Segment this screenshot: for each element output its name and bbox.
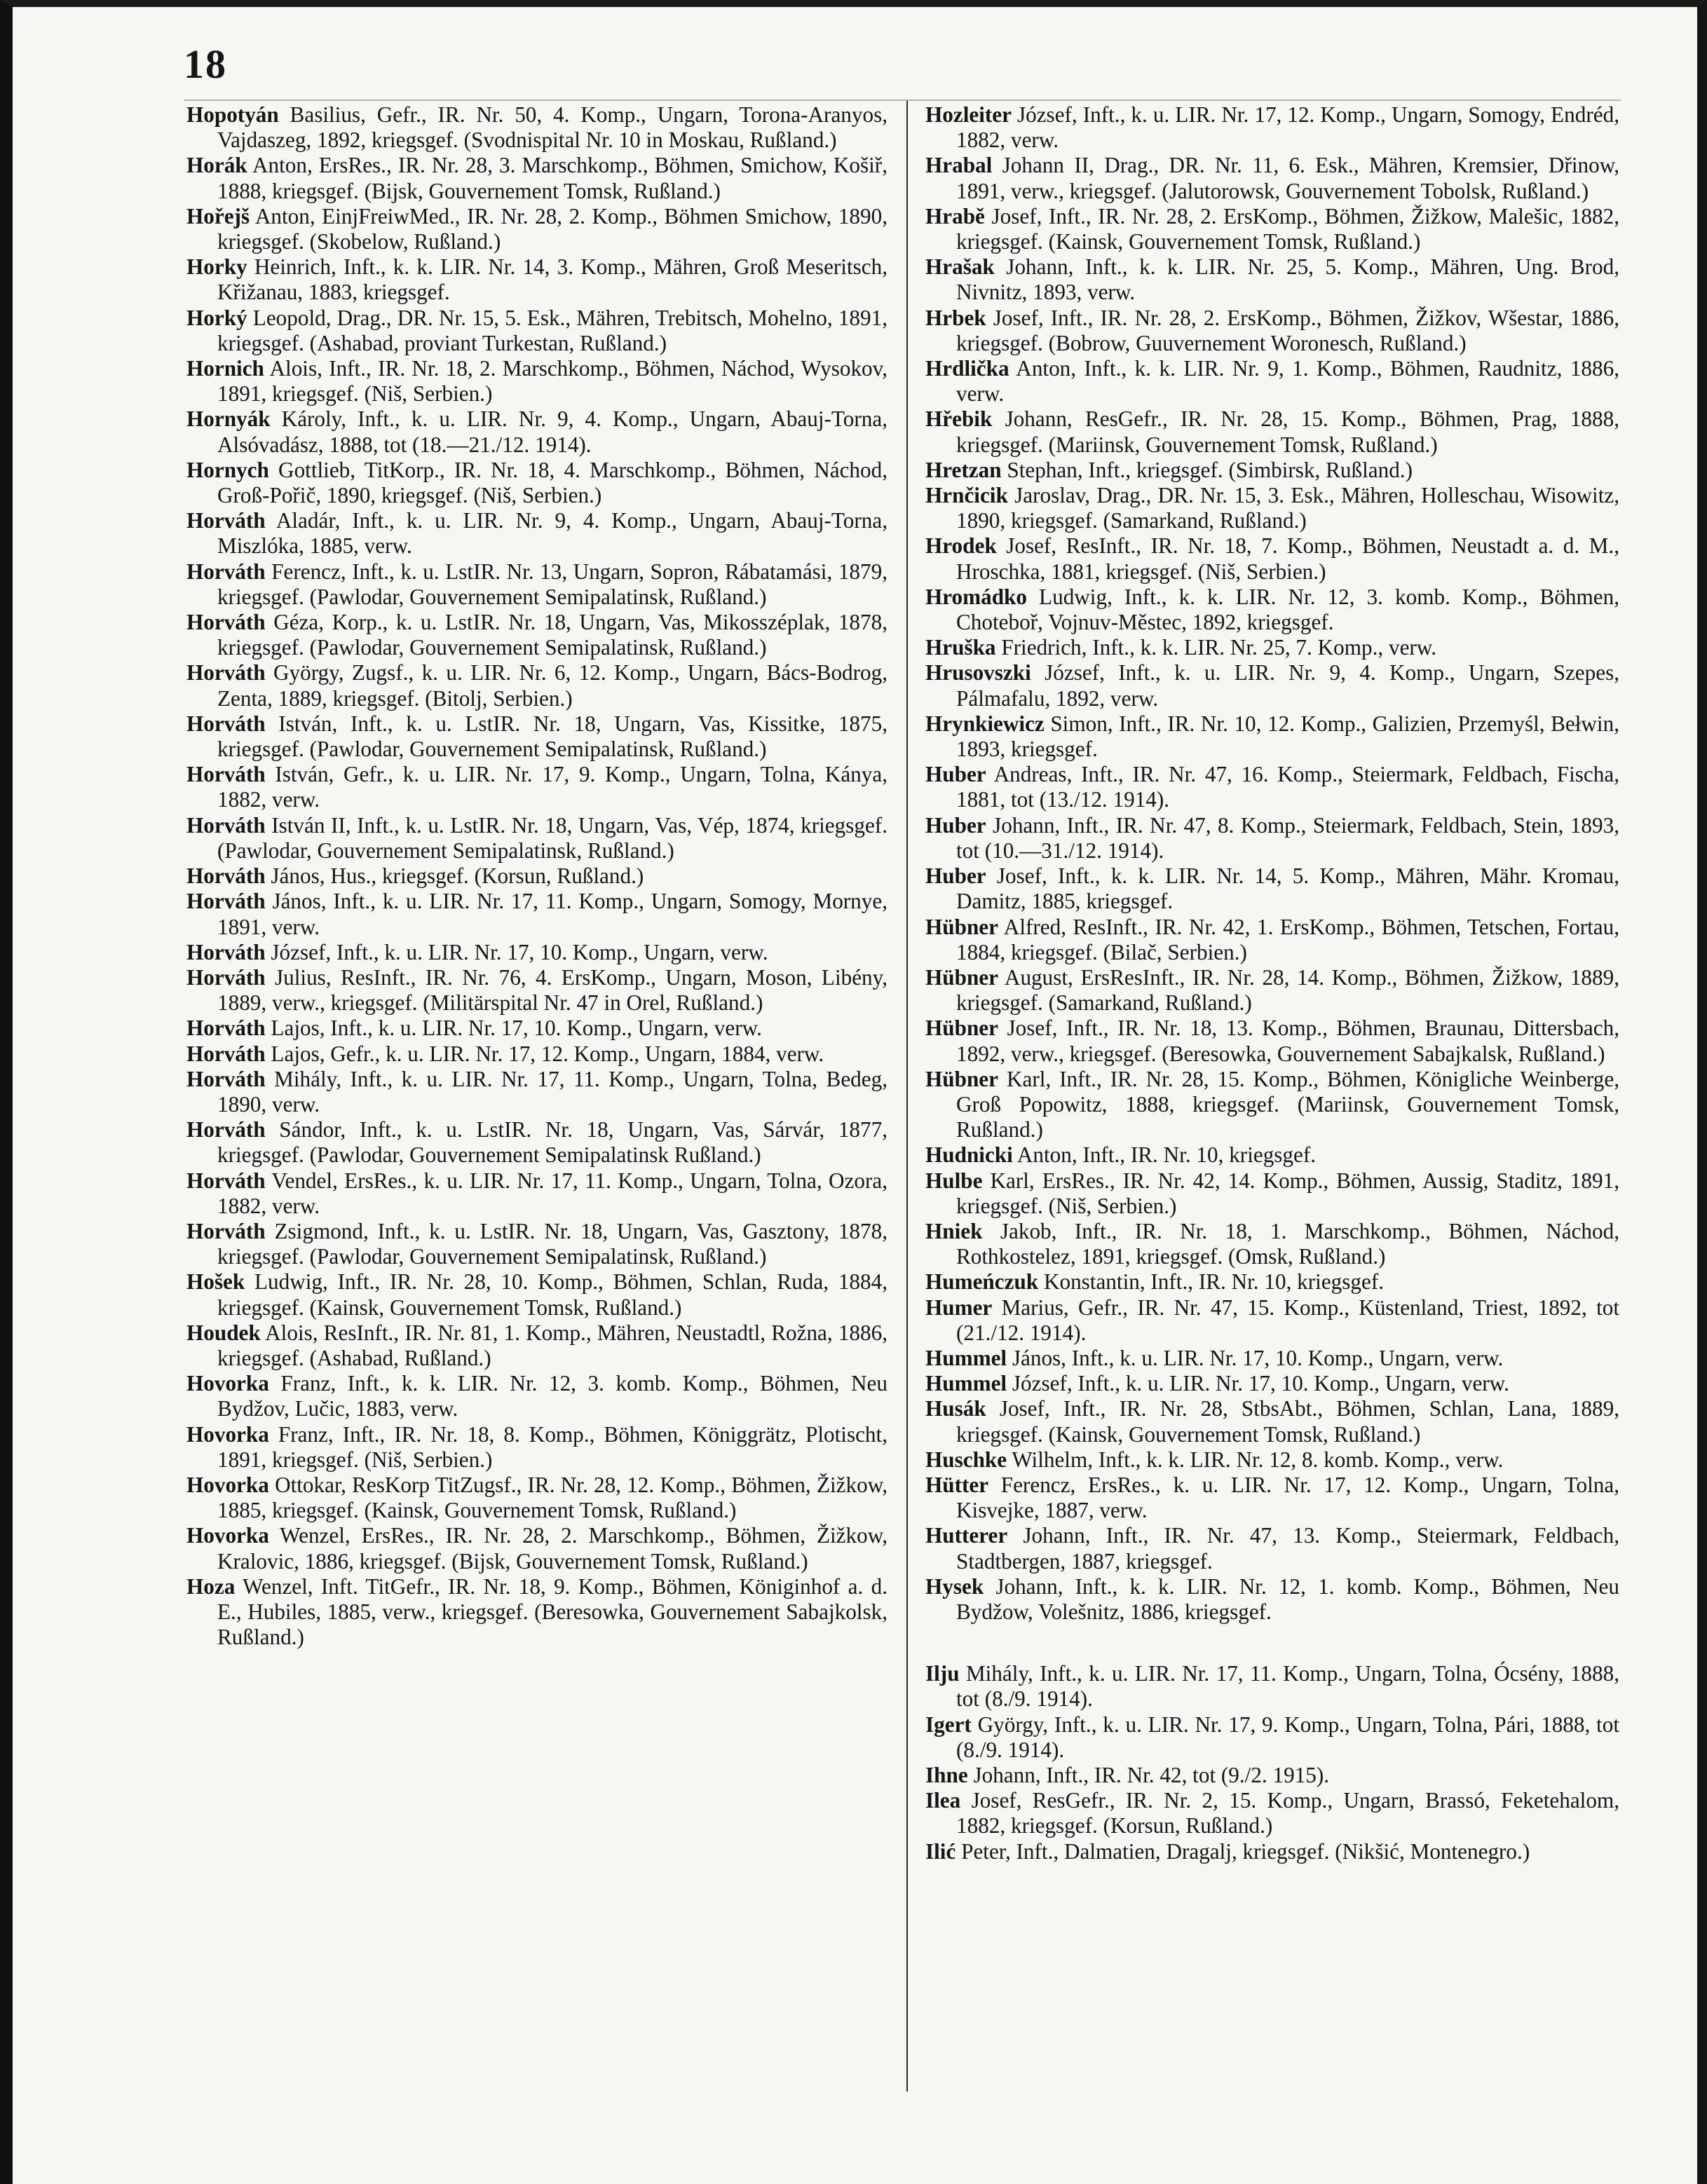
entry-details: Simon, Inft., IR. Nr. 10, 12. Komp., Galizien, Przemyśl, Bełwin, 1893, kriegsgef. [956,711,1619,762]
entry-details: Karl, ErsRes., IR. Nr. 42, 14. Komp., Böhmen, Aussig, Staditz, 1891, kriegsgef. (Niš, Serbien.) [956,1168,1619,1218]
entry-surname: Horváth [186,559,266,584]
entry-details: Anton, Inft., k. k. LIR. Nr. 9, 1. Komp., Böhmen, Raudnitz, 1886, verw. [956,356,1619,407]
register-entry [925,1574,1619,1625]
entry-surname: Hrabal [925,153,993,178]
entry-surname: Horváth [186,660,266,685]
entry-details: Gottlieb, TitKorp., IR. Nr. 18, 4. Marschkomp., Böhmen, Náchod, Groß-Pořič, 1890, kriegsgef. (Niš, Serbien.) [217,457,887,508]
entry-details: Marius, Gefr., IR. Nr. 47, 15. Komp., Küstenland, Triest, 1892, tot (21./12. 1914). [956,1295,1619,1345]
register-entry [925,1788,1619,1838]
entry-details: Vendel, ErsRes., k. u. LIR. Nr. 17, 11. Komp., Ungarn, Tolna, Ozora, 1882, verw. [217,1168,887,1218]
register-entry [925,533,1619,584]
entry-details: Franz, Inft., IR. Nr. 18, 8. Komp., Böhmen, Königgrätz, Plotischt, 1891, kriegsgef. (Niš, Serbien.) [217,1421,887,1472]
entry-surname: Hruška [925,635,996,660]
entry-surname: Hovorka [186,1523,269,1548]
entry-surname: Hudnicki [925,1142,1013,1168]
entry-details: Jaroslav, Drag., DR. Nr. 15, 3. Esk., Mähren, Holleschau, Wisowitz, 1890, kriegsgef. (Samarkand, Rußland.) [956,483,1619,533]
entry-surname: Hrynkiewicz [925,711,1045,736]
entry-surname: Hozleiter [925,102,1012,127]
right-column [925,102,1619,1864]
register-entry [925,483,1619,533]
entry-details: Alfred, ResInft., IR. Nr. 42, 1. ErsKomp., Böhmen, Tetschen, Fortau, 1884, kriegsgef. (Bilač, Serbien.) [956,914,1619,964]
register-entry [186,864,887,889]
column-divider [906,101,908,2091]
entry-details: Lajos, Inft., k. u. LIR. Nr. 17, 10. Komp., Ungarn, verw. [265,1016,762,1041]
register-entry [925,1763,1619,1788]
entry-surname: Horváth [186,711,266,736]
register-entry [925,1067,1619,1143]
entry-surname: Hummel [925,1371,1007,1396]
entry-details: Josef, ResInft., IR. Nr. 18, 7. Komp., Böhmen, Neustadt a. d. M., Hroschka, 1881, kriegsgef. (Niš, Serbien.) [956,533,1619,584]
entry-details: Ottokar, ResKorp TitZugsf., IR. Nr. 28, 12. Komp., Böhmen, Žižkow, 1885, kriegsgef. (Kainsk, Gouvernement Tomsk, Rußland.) [217,1472,887,1523]
register-entry [925,1142,1619,1168]
entry-details: Josef, Inft., IR. Nr. 28, StbsAbt., Böhmen, Schlan, Lana, 1889, kriegsgef. (Kainsk, Gouvernement Tomsk, Rußland.) [956,1396,1619,1447]
entry-details: György, Zugsf., k. u. LIR. Nr. 6, 12. Komp., Ungarn, Bács-Bodrog, Zenta, 1889, kriegsgef. (Bitolj, Serbien.) [217,660,887,711]
entry-surname: Humeńczuk [925,1269,1039,1295]
entry-details: István II, Inft., k. u. LstIR. Nr. 18, Ungarn, Vas, Vép, 1874, kriegsgef. (Pawlodar, Gouvernement Semipalatinsk, Rußland.) [217,812,887,863]
register-entry [925,585,1619,635]
register-entry [925,1447,1619,1473]
register-entry [925,102,1619,153]
entry-details: Sándor, Inft., k. u. LstIR. Nr. 18, Ungarn, Vas, Sárvár, 1877, kriegsgef. (Pawlodar, Gouvernement Semipalatinsk Rußland.) [217,1117,887,1168]
register-entry [925,1016,1619,1066]
entry-details: József, Inft., k. u. LIR. Nr. 17, 10. Komp., Ungarn, verw. [1007,1371,1509,1396]
entry-surname: Hutterer [925,1523,1008,1548]
entry-details: Konstantin, Inft., IR. Nr. 10, kriegsgef. [1038,1269,1385,1295]
entry-details: Ludwig, Inft., IR. Nr. 28, 10. Komp., Böhmen, Schlan, Ruda, 1884, kriegsgef. (Kainsk, Gouvernement Tomsk, Rußland.) [217,1269,887,1320]
entry-surname: Huschke [925,1447,1007,1472]
entry-surname: Ilea [925,1788,961,1813]
register-entry [925,254,1619,305]
entry-surname: Hrabě [925,203,985,228]
entry-surname: Hovorka [186,1472,269,1497]
register-entry [186,1371,887,1421]
entry-details: Karl, Inft., IR. Nr. 28, 15. Komp., Böhmen, Königliche Weinberge, Groß Popowitz, 1888, kriegsgef. (Mariinsk, Gouvernement Tomsk, Rußland.) [956,1066,1619,1142]
entry-surname: Hretzan [925,457,1002,482]
entry-surname: Horváth [186,1117,266,1142]
register-entry [925,1346,1619,1371]
entry-surname: Hromádko [925,584,1027,609]
entry-surname: Hysek [925,1574,984,1599]
entry-details: Josef, Inft., k. k. LIR. Nr. 14, 5. Komp., Mähren, Mähr. Kromau, Damitz, 1885, kriegsgef. [956,864,1619,914]
entry-surname: Ilić [925,1838,956,1864]
register-entry [186,965,887,1016]
entry-surname: Hovorka [186,1371,269,1396]
entry-details: Alois, Inft., IR. Nr. 18, 2. Marschkomp., Böhmen, Náchod, Wysokov, 1891, kriegsgef. (Niš, Serbien.) [217,356,887,407]
entry-surname: Horváth [186,939,266,964]
entry-details: Heinrich, Inft., k. k. LIR. Nr. 14, 3. Komp., Mähren, Groß Meseritsch, Křižanau, 1883, kriegsgef. [217,254,887,305]
entry-details: József, Inft., k. u. LIR. Nr. 9, 4. Komp., Ungarn, Szepes, Pálmafalu, 1892, verw. [956,660,1619,711]
register-entry [186,306,887,356]
entry-surname: Hořejš [186,203,250,228]
entry-details: Anton, ErsRes., IR. Nr. 28, 3. Marschkomp., Böhmen, Smichow, Košiř, 1888, kriegsgef. (Bijsk, Gouvernement Tomsk, Rußland.) [217,153,887,203]
entry-details: Jakob, Inft., IR. Nr. 18, 1. Marschkomp., Böhmen, Náchod, Rothkostelez, 1891, kriegsgef. (Omsk, Rußland.) [956,1218,1619,1269]
register-entry [925,711,1619,762]
entry-details: Zsigmond, Inft., k. u. LstIR. Nr. 18, Ungarn, Vas, Gasztony, 1878, kriegsgef. (Pawlodar, Gouvernement Semipalatinsk, Rußland.) [217,1218,887,1269]
entry-details: Stephan, Inft., kriegsgef. (Simbirsk, Rußland.) [1001,457,1413,482]
register-entry [925,1661,1619,1712]
entry-details: Josef, ResGefr., IR. Nr. 2, 15. Komp., Ungarn, Brassó, Feketehalom, 1882, kriegsgef. (Korsun, Rußland.) [956,1788,1619,1838]
entry-details: Johann, Inft., IR. Nr. 42, tot (9./2. 1915). [967,1763,1330,1787]
entry-details: Ludwig, Inft., k. k. LIR. Nr. 12, 3. komb. Komp., Böhmen, Chotebоř, Vojnuv-Městec, 1892, kriegsgef. [956,584,1619,635]
entry-surname: Hornyák [186,407,271,432]
register-entry [925,1523,1619,1574]
register-entry [186,1320,887,1371]
entry-details: János, Inft., k. u. LIR. Nr. 17, 11. Komp., Ungarn, Somogy, Mornye, 1891, verw. [217,889,887,939]
entry-details: Johann, Inft., k. k. LIR. Nr. 12, 1. komb. Komp., Böhmen, Neu Bydžow, Volešnitz, 1886, kriegsgef. [956,1574,1619,1624]
entry-surname: Horváth [186,1016,266,1041]
entry-surname: Hrnčicik [925,483,1008,508]
register-entry [186,1016,887,1041]
entry-surname: Hrodek [925,533,997,559]
entry-surname: Horváth [186,864,266,889]
register-entry [186,1269,887,1320]
entry-details: Leopold, Drag., DR. Nr. 15, 5. Esk., Mähren, Trebitsch, Mohelno, 1891, kriegsgef. (Ashabad, proviant Turkestan, Rußland.) [217,305,887,355]
entry-surname: Horváth [186,508,266,533]
entry-details: August, ErsResInft., IR. Nr. 28, 14. Komp., Böhmen, Žižkow, 1889, kriegsgef. (Samarkand, Rußland.) [956,964,1619,1016]
entry-surname: Horváth [186,1168,266,1193]
entry-details: Josef, Inft., IR. Nr. 18, 13. Komp., Böhmen, Braunau, Dittersbach, 1892, verw., kriegsgef. (Beresowka, Gouvernement Sabajkalsk, Rußland.) [956,1016,1619,1066]
register-entry [925,965,1619,1016]
register-entry [186,1473,887,1523]
entry-details: János, Hus., kriegsgef. (Korsun, Rußland.) [265,864,644,889]
entry-surname: Hübner [925,914,998,939]
entry-surname: Horváth [186,889,266,914]
entry-surname: Horký [186,305,247,330]
entry-surname: Hovorka [186,1421,269,1447]
entry-details: Josef, Inft., IR. Nr. 28, 2. ErsKomp., Böhmen, Žižkow, Malešic, 1882, kriegsgef. (Kainsk, Gouvernement Tomsk, Rußland.) [956,203,1619,254]
register-entry [186,610,887,660]
entry-details: Basilius, Gefr., IR. Nr. 50, 4. Komp., Ungarn, Torona-Aranyos, Vajdaszeg, 1892, kriegsgef. (Svodnispital Nr. 10 in Moskau, Rußland.) [217,102,887,153]
entry-details: Wenzel, ErsRes., IR. Nr. 28, 2. Marschkomp., Böhmen, Žižkow, Kralovic, 1886, kriegsgef. (Bijsk, Gouvernement Tomsk, Rußland.) [217,1523,887,1574]
entry-details: György, Inft., k. u. LIR. Nr. 17, 9. Komp., Ungarn, Tolna, Pári, 1888, tot (8./9. 1914). [956,1712,1619,1762]
register-entry [925,306,1619,356]
entry-surname: Hošek [186,1269,245,1295]
register-entry [925,1473,1619,1523]
entry-surname: Hoza [186,1574,236,1599]
entry-surname: Horváth [186,1041,266,1066]
entry-details: Josef, Inft., IR. Nr. 28, 2. ErsKomp., Böhmen, Žižkov, Wšestar, 1886, kriegsgef. (Bobrow, Guuvernement Woronesch, Rußland.) [956,305,1619,355]
register-entry [925,1219,1619,1269]
entry-details: Mihály, Inft., k. u. LIR. Nr. 17, 11. Komp., Ungarn, Tolna, Ócsény, 1888, tot (8./9. 1914). [956,1661,1619,1712]
section-gap [925,1625,1619,1661]
register-entry [186,889,887,939]
register-entry [186,1574,887,1651]
register-entry [925,458,1619,483]
entry-surname: Horváth [186,1066,266,1091]
entry-surname: Hrdlička [925,356,1009,381]
register-entry [186,1042,887,1067]
register-entry [925,1269,1619,1295]
entry-surname: Ihne [925,1763,968,1787]
register-entry [186,660,887,711]
entry-surname: Horák [186,153,247,178]
entry-surname: Hulbe [925,1168,983,1193]
register-entry [186,711,887,762]
entry-details: Lajos, Gefr., k. u. LIR. Nr. 17, 12. Komp., Ungarn, 1884, verw. [265,1041,824,1066]
entry-details: Johann, Inft., IR. Nr. 47, 8. Komp., Steiermark, Feldbach, Stein, 1893, tot (10.—31./12. 1914). [956,812,1619,863]
entry-details: Anton, Inft., IR. Nr. 10, kriegsgef. [1012,1142,1317,1168]
entry-surname: Huber [925,812,986,838]
register-entry [925,204,1619,254]
entry-surname: Humer [925,1295,993,1320]
register-entry [186,204,887,254]
entry-details: Alois, ResInft., IR. Nr. 81, 1. Komp., Mähren, Neustadtl, Rožna, 1886, kriegsgef. (Ashabad, Rußland.) [217,1320,887,1370]
entry-details: Julius, ResInft., IR. Nr. 76, 4. ErsKomp., Ungarn, Moson, Libény, 1889, verw., kriegsgef. (Militärspital Nr. 47 in Orel, Rußland.) [217,964,887,1016]
register-entry [186,102,887,153]
entry-surname: Hornich [186,356,264,381]
entry-details: Peter, Inft., Dalmatien, Dragalj, kriegsgef. (Nikšić, Montenegro.) [955,1838,1530,1864]
entry-details: János, Inft., k. u. LIR. Nr. 17, 10. Komp., Ungarn, verw. [1007,1345,1504,1370]
entry-surname: Horváth [186,1218,266,1243]
register-entry [186,813,887,864]
entry-surname: Hütter [925,1472,989,1497]
register-entry [925,635,1619,660]
entry-details: Wilhelm, Inft., k. k. LIR. Nr. 12, 8. komb. Komp., verw. [1007,1447,1504,1472]
entry-details: Johann, ResGefr., IR. Nr. 28, 15. Komp., Böhmen, Prag, 1888, kriegsgef. (Mariinsk, Gouvernement Tomsk, Rußland.) [956,407,1619,457]
entry-details: Ferencz, Inft., k. u. LstIR. Nr. 13, Ungarn, Sopron, Rábatamási, 1879, kriegsgef. (Pawlodar, Gouvernement Semipalatinsk, Rußland.) [217,559,887,609]
header-rule [184,100,1621,101]
register-entry [925,762,1619,812]
register-entry [925,153,1619,203]
right-column-i-entries [925,1661,1619,1864]
register-entry [925,1168,1619,1219]
register-entry [925,1712,1619,1763]
entry-details: Johann II, Drag., DR. Nr. 11, 6. Esk., Mähren, Kremsier, Dřinow, 1891, verw., kriegsgef. (Jalutorowsk, Gouvernement Tobolsk, Rußland.) [956,153,1619,203]
entry-details: József, Inft., k. u. LIR. Nr. 17, 12. Komp., Ungarn, Somogy, Endréd, 1882, verw. [956,102,1619,153]
register-entry [925,915,1619,965]
register-entry [186,1168,887,1219]
right-column-h-entries [925,102,1619,1625]
register-entry [186,1523,887,1574]
entry-surname: Hrusovszki [925,660,1031,685]
register-entry [186,559,887,610]
register-entry [186,356,887,407]
entry-surname: Hniek [925,1218,983,1243]
entry-surname: Hübner [925,1066,998,1091]
entry-details: István, Inft., k. u. LstIR. Nr. 18, Ungarn, Vas, Kissitke, 1875, kriegsgef. (Pawlodar, Gouvernement Semipalatinsk, Rußland.) [217,711,887,762]
entry-details: Friedrich, Inft., k. k. LIR. Nr. 25, 7. Komp., verw. [995,635,1437,660]
entry-surname: Horváth [186,610,266,635]
register-entry [186,508,887,559]
register-entry [925,1396,1619,1447]
page-number: 18 [184,41,227,87]
entry-surname: Hrbek [925,305,986,330]
register-entry [186,940,887,965]
register-entry [186,1219,887,1269]
register-entry [925,1371,1619,1396]
register-entry [186,407,887,457]
register-entry [186,458,887,508]
entry-surname: Hornych [186,457,269,482]
entry-details: Johann, Inft., k. k. LIR. Nr. 25, 5. Komp., Mähren, Ung. Brod, Nivnitz, 1893, verw. [956,254,1619,305]
entry-details: Aladár, Inft., k. u. LIR. Nr. 9, 4. Komp., Ungarn, Abauj-Torna, Miszlóka, 1885, verw. [217,508,887,559]
register-entry [925,1839,1619,1864]
entry-details: Mihály, Inft., k. u. LIR. Nr. 17, 11. Komp., Ungarn, Tolna, Bedeg, 1890, verw. [217,1066,887,1117]
entry-details: Franz, Inft., k. k. LIR. Nr. 12, 3. komb. Komp., Böhmen, Neu Bydžov, Lučic, 1883, verw. [217,1371,887,1421]
entry-details: Ferencz, ErsRes., k. u. LIR. Nr. 17, 12. Komp., Ungarn, Tolna, Kisvejke, 1887, verw. [956,1472,1619,1523]
entry-details: József, Inft., k. u. LIR. Nr. 17, 10. Komp., Ungarn, verw. [265,939,768,964]
entry-surname: Hřebik [925,407,993,432]
entry-details: Géza, Korp., k. u. LstIR. Nr. 18, Ungarn, Vas, Mikosszéplak, 1878, kriegsgef. (Pawlodar, Gouvernement Semipalatinsk, Rußland.) [217,610,887,660]
entry-details: István, Gefr., k. u. LIR. Nr. 17, 9. Komp., Ungarn, Tolna, Kánya, 1882, verw. [217,762,887,812]
entry-surname: Husák [925,1396,986,1421]
entry-surname: Huber [925,864,986,889]
entry-surname: Houdek [186,1320,261,1345]
register-entry [925,407,1619,457]
register-entry [186,1117,887,1168]
entry-surname: Hübner [925,1016,998,1041]
register-entry [186,1422,887,1473]
entry-surname: Hopotyán [186,102,279,127]
entry-surname: Horváth [186,762,266,787]
entry-surname: Hübner [925,964,998,990]
entry-details: Anton, EinjFreiwMed., IR. Nr. 28, 2. Komp., Böhmen Smichow, 1890, kriegsgef. (Skobelow, Rußland.) [217,203,887,254]
entry-surname: Igert [925,1712,972,1737]
register-entry [186,153,887,203]
register-entry [925,1295,1619,1346]
entry-surname: Horváth [186,812,266,838]
entry-surname: Hummel [925,1345,1007,1370]
entry-details: Johann, Inft., IR. Nr. 47, 13. Komp., Steiermark, Feldbach, Stadtbergen, 1887, kriegsgef. [956,1523,1619,1574]
entry-surname: Hrašak [925,254,995,280]
register-entry [925,660,1619,711]
register-entry [925,813,1619,864]
entry-details: Wenzel, Inft. TitGefr., IR. Nr. 18, 9. Komp., Böhmen, Königinhof a. d. E., Hubiles, 1885, verw., kriegsgef. (Beresowka, Gouvernement Sabajkolsk, Rußland.) [217,1574,887,1650]
entry-details: Andreas, Inft., IR. Nr. 47, 16. Komp., Steiermark, Feldbach, Fischa, 1881, tot (13./12. 1914). [956,762,1619,812]
register-entry [186,254,887,305]
register-entry [186,1067,887,1117]
left-column [186,102,887,1650]
entry-surname: Horky [186,254,247,280]
entry-surname: Horváth [186,964,266,990]
entry-surname: Huber [925,762,986,787]
register-entry [925,356,1619,407]
entry-details: Károly, Inft., k. u. LIR. Nr. 9, 4. Komp., Ungarn, Abauj-Torna, Alsóvadász, 1888, tot (18.—21./12. 1914). [217,407,887,457]
register-entry [186,762,887,812]
entry-surname: Ilju [925,1661,960,1686]
register-entry [925,864,1619,914]
